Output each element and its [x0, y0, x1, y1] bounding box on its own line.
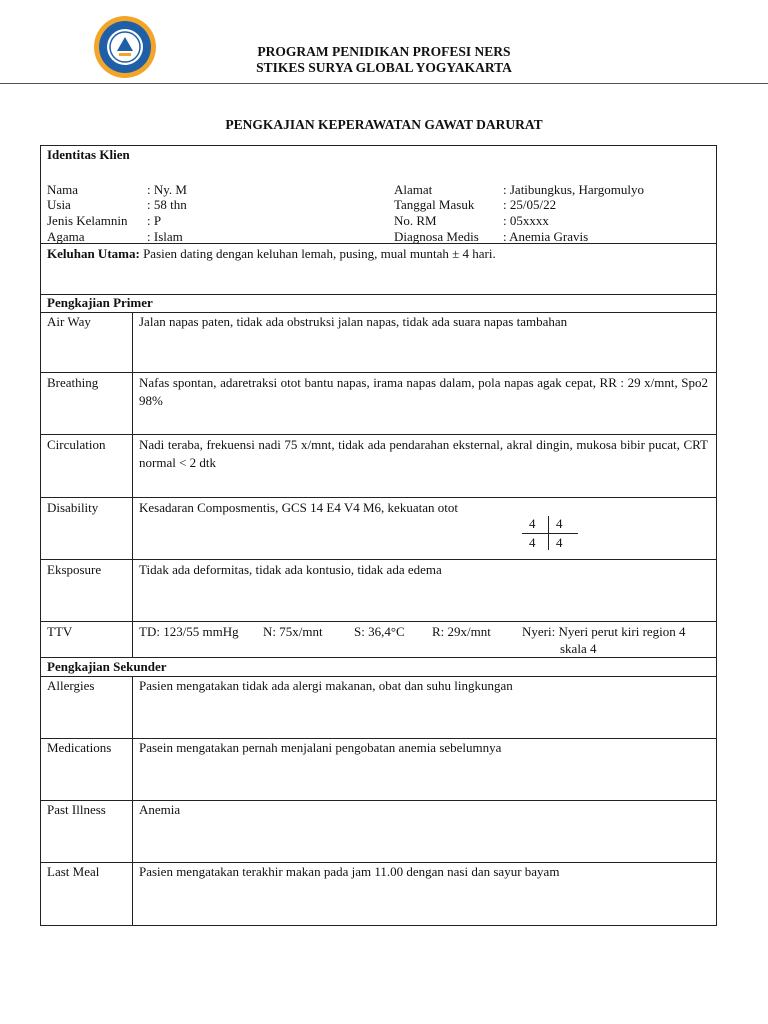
label-tanggal-masuk: Tanggal Masuk — [394, 197, 475, 212]
value-nama: : Ny. M — [147, 182, 187, 197]
label-ttv: TTV — [47, 624, 73, 639]
label-jenis-kelamin: Jenis Kelamnin — [47, 213, 128, 228]
header-divider — [0, 83, 768, 84]
row-divider — [40, 676, 717, 677]
institution-line-2: STIKES SURYA GLOBAL YOGYAKARTA — [256, 60, 512, 75]
text-breathing: Nafas spontan, adaretraksi otot bantu napas, irama napas dalam, pola napas agak cepat, RR : 29 x/mnt, Spo2 98% — [139, 375, 708, 408]
row-divider — [40, 800, 717, 801]
label-disability: Disability — [47, 500, 99, 515]
keluhan-utama — [47, 246, 496, 262]
pengkajian-primer-heading: Pengkajian Primer — [47, 295, 153, 310]
label-usia: Usia — [47, 197, 71, 212]
muscle-bottom-left: 4 — [529, 535, 536, 550]
muscle-top-right: 4 — [556, 516, 563, 531]
muscle-top-left: 4 — [529, 516, 536, 531]
ttv-nyeri: Nyeri: Nyeri perut kiri region 4 — [522, 624, 686, 639]
ttv-skala: skala 4 — [560, 641, 597, 656]
muscle-bottom-right: 4 — [556, 535, 563, 550]
ttv-suhu: S: 36,4°C — [354, 624, 405, 639]
label-medications: Medications — [47, 740, 112, 755]
document-title: PENGKAJIAN KEPERAWATAN GAWAT DARURAT — [225, 117, 543, 132]
text-medications: Pasein mengatakan pernah menjalani pengobatan anemia sebelumnya — [139, 740, 502, 755]
value-tanggal-masuk: : 25/05/22 — [503, 197, 557, 212]
text-disability: Kesadaran Composmentis, GCS 14 E4 V4 M6, kekuatan otot — [139, 500, 458, 515]
value-agama: : Islam — [147, 229, 183, 244]
keluhan-text: Pasien dating dengan keluhan lemah, pusing, mual muntah ± 4 hari. — [139, 246, 496, 261]
value-usia: : 58 thn — [147, 197, 187, 212]
label-last-meal: Last Meal — [47, 864, 100, 879]
grid-horizontal — [522, 533, 578, 534]
row-divider — [40, 657, 717, 658]
row-divider — [40, 243, 717, 244]
value-alamat: : Jatibungkus, Hargomulyo — [503, 182, 644, 197]
text-allergies: Pasien mengatakan tidak ada alergi makanan, obat dan suhu lingkungan — [139, 678, 513, 693]
column-divider — [132, 312, 133, 657]
text-circulation: Nadi teraba, frekuensi nadi 75 x/mnt, tidak ada pendarahan eksternal, akral dingin, mukosa bibir pucat, CRT normal < 2 dtk — [139, 437, 708, 470]
label-airway: Air Way — [47, 314, 91, 329]
keluhan-label: Keluhan Utama: — [47, 246, 140, 261]
value-jenis-kelamin: : P — [147, 213, 162, 228]
label-allergies: Allergies — [47, 678, 95, 693]
label-eksposure: Eksposure — [47, 562, 102, 577]
row-divider — [40, 738, 717, 739]
label-breathing: Breathing — [47, 375, 99, 390]
label-agama: Agama — [47, 229, 85, 244]
row-divider — [40, 621, 717, 622]
text-last-meal: Pasien mengatakan terakhir makan pada jam 11.00 dengan nasi dan sayur bayam — [139, 864, 560, 879]
ttv-td: TD: 123/55 mmHg — [139, 624, 239, 639]
ttv-respirasi: R: 29x/mnt — [432, 624, 491, 639]
label-no-rm: No. RM — [394, 213, 437, 228]
label-nama: Nama — [47, 182, 79, 197]
label-diagnosa-medis: Diagnosa Medis — [394, 229, 479, 244]
row-divider — [40, 372, 717, 373]
label-alamat: Alamat — [394, 182, 433, 197]
value-diagnosa-medis: : Anemia Gravis — [503, 229, 589, 244]
ttv-nadi: N: 75x/mnt — [263, 624, 323, 639]
row-divider — [40, 862, 717, 863]
text-past-illness: Anemia — [139, 802, 181, 817]
row-divider — [40, 559, 717, 560]
row-divider — [40, 434, 717, 435]
muscle-strength-grid — [520, 515, 578, 551]
identitas-heading: Identitas Klien — [47, 147, 130, 162]
value-no-rm: : 05xxxx — [503, 213, 549, 228]
column-divider — [132, 676, 133, 926]
text-airway: Jalan napas paten, tidak ada obstruksi jalan napas, tidak ada suara napas tambahan — [139, 314, 568, 329]
institution-line-1: PROGRAM PENIDIKAN PROFESI NERS — [257, 44, 511, 59]
row-divider — [40, 497, 717, 498]
text-eksposure: Tidak ada deformitas, tidak ada kontusio, tidak ada edema — [139, 562, 442, 577]
pengkajian-sekunder-heading: Pengkajian Sekunder — [47, 659, 167, 674]
label-past-illness: Past Illness — [47, 802, 106, 817]
label-circulation: Circulation — [47, 437, 106, 452]
